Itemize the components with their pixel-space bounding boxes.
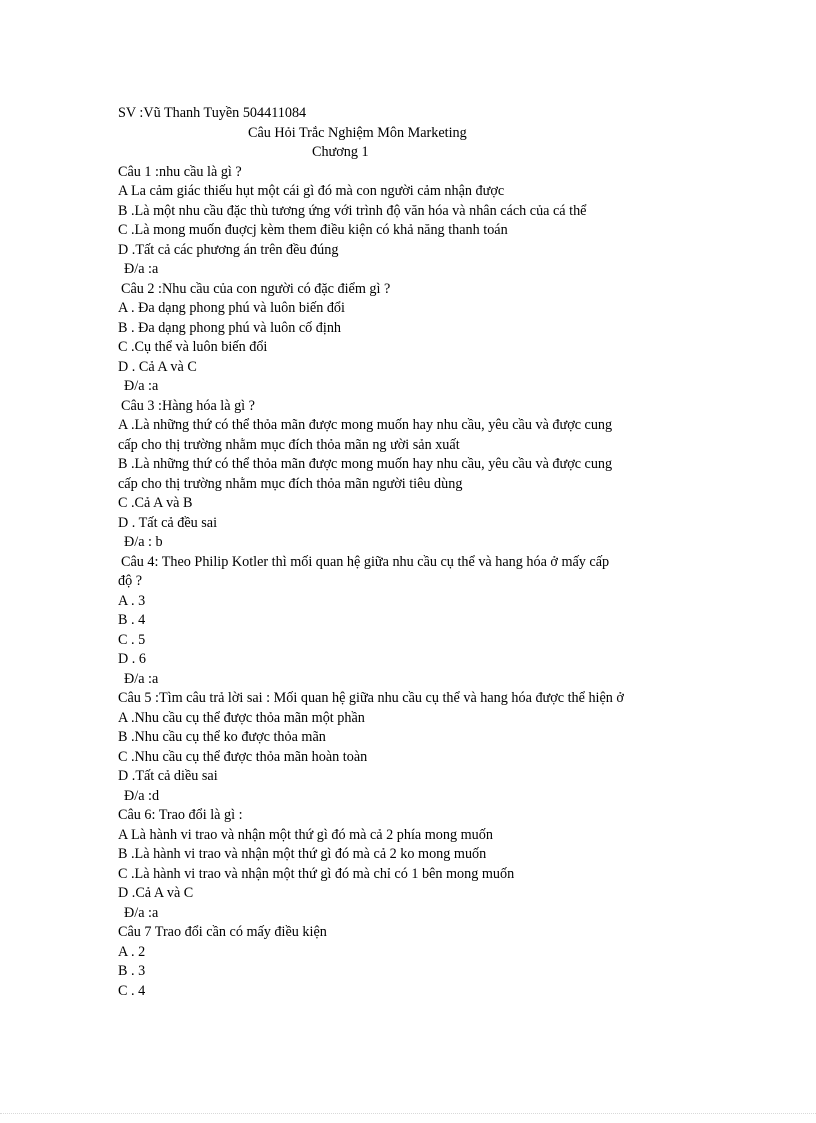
- option-line: A Là hành vi trao và nhận một thứ gì đó mà cả 2 phía mong muốn: [118, 826, 493, 843]
- question-4: Câu 4: Theo Philip Kotler thì mối quan hệ giữa nhu cầu cụ thể và hang hóa ở mấy cấp: [121, 553, 610, 570]
- student-line: SV :Vũ Thanh Tuyền 504411084: [118, 105, 307, 121]
- option-line: D .Tất cả diều sai: [118, 768, 218, 784]
- page-bottom-divider: [0, 1113, 816, 1114]
- option-line: A .Nhu cầu cụ thể được thỏa mãn một phần: [118, 709, 365, 726]
- option-line: cấp cho thị trường nhằm mục đích thỏa mãn người tiêu dùng: [118, 475, 463, 492]
- option-line: B .Là những thứ có thể thỏa mãn được mong muốn hay nhu cầu, yêu cầu và được cung: [118, 456, 613, 472]
- question-2: Câu 2 :Nhu cầu của con người có đặc điểm gì ?: [121, 280, 391, 297]
- answer-line: Đ/a :a: [124, 904, 159, 921]
- option-line: C . 5: [118, 631, 146, 648]
- answer-line: Đ/a :a: [124, 378, 159, 394]
- option-line: D .Cả A và C: [118, 885, 194, 901]
- question-4-continued: độ ?: [118, 573, 143, 589]
- question-5: Câu 5 :Tìm câu trả lời sai : Mối quan hệ giữa nhu cầu cụ thể và hang hóa được thể hiện ở: [118, 690, 624, 706]
- option-line: B .Là hành vi trao và nhận một thứ gì đó mà cả 2 ko mong muốn: [118, 846, 487, 862]
- question-3: Câu 3 :Hàng hóa là gì ?: [121, 397, 255, 414]
- question-6: Câu 6: Trao đổi là gì :: [118, 807, 243, 823]
- option-line: C .Cụ thể và luôn biến đổi: [118, 339, 268, 355]
- option-line: A La cảm giác thiếu hụt một cái gì đó mà con người cảm nhận được: [118, 183, 505, 199]
- option-line: D . 6: [118, 651, 146, 667]
- option-line: C . 4: [118, 982, 146, 999]
- answer-line: Đ/a :a: [124, 670, 159, 687]
- answer-line: Đ/a :d: [124, 787, 160, 804]
- answer-line: Đ/a : b: [124, 534, 163, 550]
- question-1: Câu 1 :nhu cầu là gì ?: [118, 163, 242, 180]
- option-line: C .Nhu cầu cụ thể được thỏa mãn hoàn toàn: [118, 748, 368, 765]
- option-line: A . 2: [118, 943, 146, 960]
- document-body: [118, 104, 758, 1001]
- option-line: C .Là mong muốn đuợcj kèm them điều kiện có khả năng thanh toán: [118, 222, 508, 238]
- option-line: B . 3: [118, 963, 146, 979]
- question-7: Câu 7 Trao đổi cần có mấy điều kiện: [118, 924, 327, 940]
- option-line: B .Nhu cầu cụ thể ko được thỏa mãn: [118, 729, 326, 745]
- option-line: B .Là một nhu cầu đặc thù tương ứng với trình độ văn hóa và nhân cách của cá thể: [118, 202, 587, 219]
- option-line: D . Cả A và C: [118, 358, 197, 375]
- option-line: C .Cả A và B: [118, 495, 193, 511]
- option-line: D .Tất cả các phương án trên đều đúng: [118, 241, 339, 258]
- option-line: cấp cho thị trường nhằm mục đích thỏa mãn ng ười sản xuất: [118, 436, 460, 453]
- option-line: B . 4: [118, 612, 146, 628]
- option-line: B . Đa dạng phong phú và luôn cố định: [118, 319, 342, 336]
- option-line: A . Đa dạng phong phú và luôn biến đổi: [118, 300, 345, 316]
- option-line: C .Là hành vi trao và nhận một thứ gì đó mà chỉ có 1 bên mong muốn: [118, 865, 515, 882]
- option-line: A . 3: [118, 592, 146, 609]
- option-line: A .Là những thứ có thể thỏa mãn được mong muốn hay nhu cầu, yêu cầu và được cung: [118, 417, 613, 433]
- chapter-heading: Chương 1: [312, 144, 369, 160]
- option-line: D . Tất cả đều sai: [118, 514, 218, 531]
- answer-line: Đ/a :a: [124, 261, 159, 277]
- document-title: Câu Hỏi Trắc Nghiệm Môn Marketing: [248, 124, 467, 141]
